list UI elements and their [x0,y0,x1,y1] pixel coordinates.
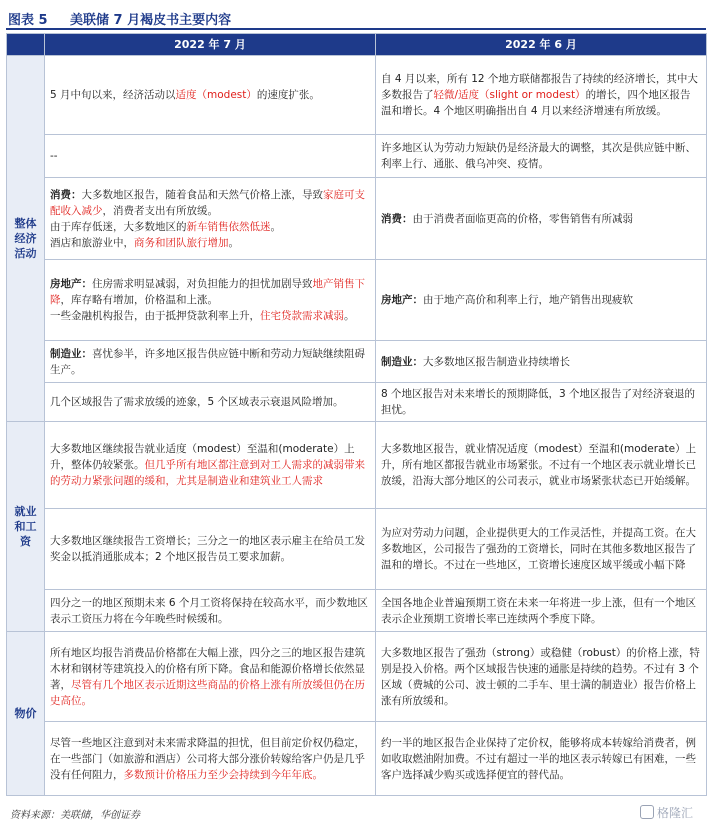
category-employment [7,422,45,632]
category-label: 整体 经济 活动 [14,217,37,260]
text: 住房需求明显减弱，对负担能力的担忧加剧导致 [92,278,313,290]
text: 由于消费者面临更高的价格，零售销售有所减弱 [412,212,633,225]
table-row [7,722,707,796]
table-row [7,590,707,632]
cell-jul [45,590,376,632]
cell-jun [376,341,707,383]
figure-title: 美联储 7 月褐皮书主要内容 [70,13,232,28]
cell-jul [45,722,376,796]
cell-jun [376,383,707,422]
highlight-text: 多数预计价格压力至少会持续到今年年底。 [123,768,323,781]
text: 尽管一些地区注意到对未来需求降温的担忧，但目前定价权仍稳定，在一些部门（如旅游和酒店）公司将大部分涨价转嫁给客户仍是几乎没有任何阻力， [50,736,365,781]
cell-jun [376,722,707,796]
highlight-text: 地产销售下降 [50,278,365,306]
cell-jun [376,632,707,722]
cell-jul [45,509,376,590]
category-economic [7,56,45,422]
text: 的增长，四个地区报告温和增长。4 个地区明确指出自 4 月以来经济增速有所放缓。 [381,89,691,117]
watermark [640,804,693,821]
table-row [7,509,707,590]
table-row [7,260,707,341]
section-label: 消费： [50,188,82,201]
table-row [7,178,707,260]
highlight-text: 商务和团队旅行增加 [134,236,229,249]
text: 大多数地区报告制造业持续增长 [423,355,570,368]
figure-label: 图表 5 [8,13,48,28]
text: 的速度扩张。 [256,89,320,101]
text: 许多地区认为劳动力短缺仍是经济最大的调整，其次是供应链中断、利率上行、通胀、俄乌冲突、疫情。 [381,142,696,170]
highlight-text: 适度（modest） [175,89,257,101]
highlight-text: 但几乎所有地区都注意到对工人需求的减弱带来的劳动力紧张问题的缓和，尤其是制造业和建筑业工人需求 [50,459,365,487]
cell-jul [45,56,376,135]
text: 。 [344,310,355,322]
cell-jul [45,260,376,341]
text: 约一半的地区报告企业保持了定价权，能够将成本转嫁给消费者，例如收取燃油附加费。不过有超过一半的地区表示转嫁已有困难，一些客户选择减少购买或选择便宜的替代品。 [381,736,696,781]
highlight-text: 轻微/适度（slight or modest） [433,89,586,101]
text: 为应对劳动力问题，企业提供更大的工作灵活性，并提高工资。在大多数地区，公司报告了强劲的工资增长，同时在其他多数地区报告了温和的增长。不过在一些地区，工资增长速度区域平缓或小幅下降 [381,527,696,571]
text: 由于库存低迷，大多数地区的 [50,220,187,233]
text: 5 月中旬以来，经济活动以 [50,89,176,101]
cell-jun [376,509,707,590]
watermark-text: 格隆汇 [657,806,694,820]
section-label: 房地产： [50,278,92,290]
text: 全国各地企业普遍预期工资在未来一年将进一步上涨，但有一个地区表示企业预期工资增长率已连续两个季度下降。 [381,596,696,625]
cell-jul [45,632,376,722]
header-july: 2022 年 7 月 [45,34,376,56]
beige-book-table [6,33,707,796]
table-row [7,383,707,422]
watermark-logo-icon [640,805,654,819]
section-label: 制造业： [381,355,423,368]
highlight-text: 家庭可支配收入减少 [50,188,365,217]
cell-jul [45,383,376,422]
section-label: 制造业： [50,347,92,360]
category-label: 物价 [14,707,37,720]
text: 自 4 月以来，所有 12 个地方联储都报告了持续的经济增长，其中大多数报告了 [381,73,698,101]
cell-jun [376,56,707,135]
text: 。 [270,220,281,233]
category-label: 就业 和工 资 [14,505,37,548]
text: 喜忧参半，许多地区报告供应链中断和劳动力短缺继续阻碍生产。 [50,347,365,376]
text: 大多数地区报告，随着食品和天然气价格上涨，导致 [81,188,323,201]
cell-jun [376,135,707,178]
header-row [7,34,707,56]
source-note: 资料来源：美联储，华创证券 [10,810,140,821]
text: 大多数地区继续报告就业适度（modest）至温和(moderate）上升，整体仍较紧张。 [50,443,355,471]
text: 。 [228,236,239,249]
text: 大多数地区报告了强劲（strong）或稳健（robust）的价格上涨，特别是投入价格。两个区域报告快速的通胀是持续的趋势。不过有 3 个区域（费城的公司、波士顿的二手车、里士满的制造业）报告价格上涨有所放缓和。 [381,646,700,707]
cell-jun [376,422,707,509]
text: 由于地产高价和利率上行，地产销售出现疲软 [423,294,633,306]
cell-jul [45,341,376,383]
cell-jul [45,135,376,178]
table-row [7,422,707,509]
text: ，库存略有增加，价格温和上涨。 [60,294,218,306]
text: 酒店和旅游业中， [50,236,134,249]
table-row [7,632,707,722]
cell-jun [376,178,707,260]
text: 大多数地区报告，就业情况适度（modest）至温和(moderate）上升，所有地区都报告就业市场紧张。不过有一个地区表示就业增长已放缓，沿海大部分地区的公司表示，就业市场紧张状态已开始缓解。 [381,443,697,487]
cell-jul [45,178,376,260]
figure-title-bar [6,8,706,30]
text: -- [50,150,58,162]
header-june: 2022 年 6 月 [376,34,707,56]
header-blank [7,34,45,56]
text: 大多数地区继续报告工资增长；三分之一的地区表示雇主在给员工发奖金以抵消通胀成本；2 个地区报告员工要求加薪。 [50,535,365,563]
text: 8 个地区报告对未来增长的预期降低，3 个地区报告了对经济衰退的担忧。 [381,388,696,416]
cell-jun [376,260,707,341]
text: 几个区域报告了需求放缓的迹象，5 个区域表示衰退风险增加。 [50,396,344,408]
table-row [7,135,707,178]
highlight-text: 尽管有几个地区表示近期这些商品的价格上涨有所放缓但仍在历史高位。 [50,678,365,707]
section-label: 消费： [381,212,413,225]
text: 一些金融机构报告，由于抵押贷款利率上升， [50,310,260,322]
cell-jul [45,422,376,509]
text: 所有地区均报告消费品价格都在大幅上涨，四分之三的地区报告建筑木材和钢材等建筑投入的价格有所下降。食品和能源价格增长依然显著， [50,646,365,691]
section-label: 房地产： [381,294,423,306]
cell-jun [376,590,707,632]
table-row [7,56,707,135]
text: ，消费者支出有所放缓。 [102,204,218,217]
highlight-text: 新车销售依然低迷 [186,220,271,233]
text: 四分之一的地区预期未来 6 个月工资将保持在较高水平，而少数地区表示工资压力将在今年晚些时候缓和。 [50,596,368,625]
category-prices [7,632,45,796]
highlight-text: 住宅贷款需求减弱 [260,310,344,322]
table-row [7,341,707,383]
